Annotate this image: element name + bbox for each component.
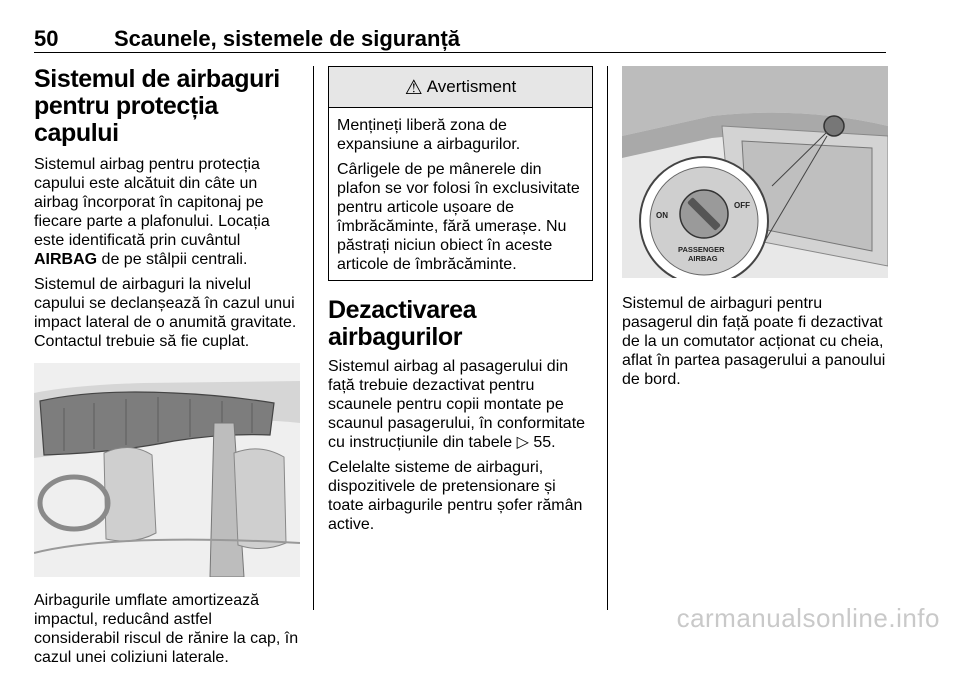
page-number: 50 [34,26,59,51]
paragraph-head-airbag-description: Sistemul airbag pentru protecția capului este alcătuit din câte un airbag încorporat în capitonaj pe fiecare parte a plafonului. Locația este identificată prin cuvântul AIRBAG de pe stâlpii centrali. [34,156,270,268]
switch-label-airbag: AIRBAG [688,254,718,263]
figure-caption-airbag-effect: Airbagurile umflate amortizează impactul, reducând astfel considerabil riscul de rănire la cap, în cazul unei coliziuni laterale. [34,592,299,666]
column-divider-1 [313,66,314,610]
section-heading-deactivation: Dezactivarea airbagurilor [328,296,477,351]
column-2 [328,66,594,540]
page-header [34,26,886,53]
warning-title: Avertisment [426,77,517,96]
paragraph-key-switch: Sistemul de airbaguri pentru pasagerul din față poate fi dezactivat de la un comutator acționat cu cheia, aflat în partea pasagerului a panoului de bord. [622,295,886,388]
paragraph-head-airbag-deployment: Sistemul de airbaguri la nivelul capului se declanșează în cazul unui impact lateral de o anumită gravitate. Contactul trebuie să fie cuplat. [34,276,297,350]
chapter-title: Scaunele, sistemele de siguranță [114,26,461,51]
warning-paragraph-2: Cârligele de pe mânerele din plafon se vor folosi în exclusivitate pentru articole ușoare de îmbrăcăminte, fără umerașe. Nu păstrați niciun obiect în aceste articole de îmbrăcăminte. [337,161,580,273]
column-1 [34,66,300,673]
column-3 [622,66,888,395]
warning-paragraph-1: Mențineți liberă zona de expansiune a airbagurilor. [337,117,521,153]
airbag-keyword: AIRBAG [34,251,98,268]
paragraph-deactivation-instructions: Sistemul airbag al pasagerului din față trebuie dezactivat pentru scaunele pentru copii montate pe scaunul pasagerului, în conformitate cu instrucțiunile din tabele ▷ 55. [328,358,586,451]
section-heading-head-airbags: Sistemul de airbaguri pentru protecția capului [34,65,280,147]
switch-label-off: OFF [734,201,750,210]
warning-body [329,108,592,280]
paragraph-other-airbags: Celelalte sisteme de airbaguri, dispozitivele de pretensionare și toate airbagurile pentru șofer rămân active. [328,459,583,533]
warning-header [329,67,592,108]
switch-label-on: ON [656,211,668,220]
warning-box [328,66,593,281]
airbag-switch-illustration [622,66,888,278]
watermark-text: carmanualsonline.info [676,603,940,633]
page-reference[interactable]: 55. [533,434,556,451]
column-divider-2 [607,66,608,610]
curtain-airbag-illustration [34,363,300,577]
arrow-ref-icon: ▷ [516,434,529,451]
switch-label-passenger: PASSENGER [678,245,725,254]
warning-triangle-icon: ⚠ [404,76,423,99]
